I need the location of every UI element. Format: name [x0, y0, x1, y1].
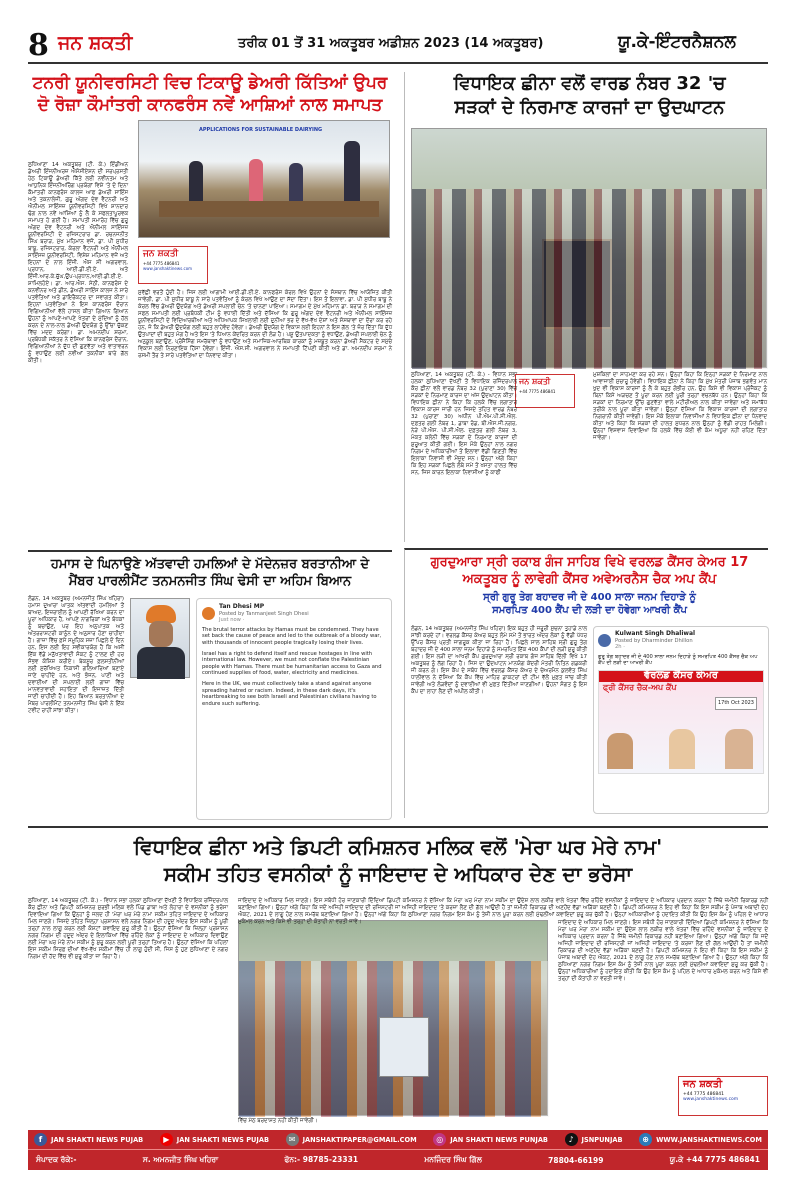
manager-name: ਮਨਜਿੰਦਰ ਸਿੰਘ ਗਿੱਲ — [424, 1155, 482, 1164]
footer — [28, 1130, 768, 1170]
headline-line: ਅਕਤੂਬਰ ਨੂੰ ਲਾਵੇਗੀ ਕੈਂਸਰ ਅਵੇਅਰਨੈਸ ਚੈਕ ਅਪ ਕੈਂਪ — [462, 572, 717, 587]
footer-link-label: JSNPUNJAB — [581, 1135, 623, 1144]
article-body: ਲੁਧਿਆਣਾ, 14 ਅਕਤੂਬਰ (ਟੀ. ਕੇ.) - ਵਿਧਾਨ ਸਭਾ ਹਲਕਾ ਲੁਧਿਆਣਾ ਦੱਖਣੀ ਤੋਂ ਵਿਧਾਇਕ ਰਜਿੰਦਰਪਾਲ ਕੌਰ ਛੀਨਾ ਵਲੋਂ ਵਾਰਡ ਨੰਬਰ 32 (ਪੁਰਾਣਾ 30) ਵਿੱਚ ਸੜਕਾਂ ਦੇ ਨਿਰਮਾਣ ਕਾਰਜ ਦਾ ਅੱਜ ਉਦਘਾਟਨ ਕੀਤਾ। ਵਿਧਾਇਕ ਛੀਨਾ ਨੇ ਕਿਹਾ ਕਿ ਹਲਕੇ ਵਿੱਚ ਲਗਾਤਾਰ ਵਿਕਾਸ ਕਾਰਜ ਜਾਰੀ ਹਨ ਜਿਸਦੇ ਤਹਿਤ ਵਾਰਡ ਨੰਬਰ 32 (ਪੁਰਾਣਾ 30) ਅਧੀਨ ਪੀ.ਐਮ.ਪੀ.ਸੀ.ਐਲ. ਦਫ਼ਤਰ ਗਲੀ ਨੰਬਰ 1, ਡਾਬਾ ਰੋਡ, ਬੀ.ਐਸ.ਜੀ.ਨਗਰ, ਨੇੜੇ ਪੀ.ਐਸ. ਪੀ.ਸੀ.ਐਲ. ਦਫ਼ਤਰ ਗਲੀ ਨੰਬਰ 3, ਮੋਕਤ ਕਲੋਨੀ ਵਿੱਚ ਸੜਕਾਂ ਦੇ ਨਿਰਮਾਣ ਕਾਰਜਾਂ ਦੀ ਸ਼ੁਰੂਆਤ ਕੀਤੀ ਗਈ। ਇਸ ਮੌਕੇ ਉਨ੍ਹਾਂ ਨਾਲ ਨਗਰ ਨਿਗਮ ਦੇ ਅਧਿਕਾਰੀਆਂ ਤੋਂ ਇਲਾਵਾ ਵੱਡੀ ਗਿਣਤੀ ਵਿੱਚ ਇਲਾਕਾ ਨਿਵਾਸੀ ਵੀ ਮੌਜੂਦ ਸਨ। ਉਨ੍ਹਾਂ ਅੱਗੇ ਕਿਹਾ ਕਿ ਇਹ ਸੜਕਾਂ ਪਿਛਲੇ ਲੰਬੇ ਸਮੇਂ ਤੋਂ ਖਸਤਾ ਹਾਲਤ ਵਿੱਚ ਸਨ, ਜਿਸ ਕਾਰਨ ਇਲਾਕਾ ਨਿਵਾਸੀਆਂ ਨੂੰ ਕਾਫੀ — [411, 372, 517, 476]
page-number: 8 — [28, 28, 49, 63]
headline — [411, 72, 768, 120]
headline — [28, 834, 768, 888]
ad-phone: +44 7775 486841 — [519, 389, 556, 394]
headline-line: ਸਕੀਮ ਤਹਿਤ ਵਸਨੀਕਾਂ ਨੂੰ ਜਾਇਦਾਦ ਦੇ ਅਧਿਕਾਰ ਦੇਣ ਦਾ ਭਰੋਸਾ — [163, 862, 633, 886]
instagram-icon: ◎ — [433, 1133, 446, 1146]
article-body: ਲੰਡਨ, 14 ਅਕਤੂਬਰ (ਅਮਨਜੀਤ ਸਿੰਘ ਖਹਿਰਾ) ਹਮਾਸ ਦੁਆਰਾ ਘਾਤਕ ਅੱਤਵਾਦੀ ਹਮਲਿਆਂ ਤੋਂ ਬਾਅਦ, ਇਜ਼ਰਾਈਲ ਨੂੰ ਆਪਣੀ ਰੱਖਿਆ ਕਰਨ ਦਾ ਪੂਰਾ ਅਧਿਕਾਰ ਹੈ, ਆਪਣੇ ਨਾਗਰਿਕਾਂ ਅਤੇ ਬੰਧਕਾਂ ਨੂੰ ਬਚਾਉਣ, ਪਰ ਇਹ ਅਨੁਪਾਤਕ ਅਤੇ ਅੰਤਰਰਾਸ਼ਟਰੀ ਕਾਨੂੰਨ ਦੇ ਅਨੁਸਾਰ ਹੋਣਾ ਚਾਹੀਦਾ ਹੈ। ਗਾਜ਼ਾ ਵਿੱਚ ਫ਼ਸੇ ਸਮੂਹਿਕ ਸਜ਼ਾ ਪਿਛਲੇ ਦੋ ਦਿਨ ਹਨ, ਇਸ ਲਈ ਇਹ ਸਵੀਕਾਰਯੋਗ ਹੈ ਕਿ ਅਸੀਂ ਇੱਕ ਵੱਡੇ ਮਨੁੱਖਤਾਵਾਦੀ ਸੰਕਟ ਨੂੰ ਟਾਲਣ ਦੀ ਹਰ ਸੰਭਵ ਕੋਸ਼ਿਸ਼ ਕਰੀਏ। ਬੇਕਸੂਰ ਫ਼ਲਸਤੀਨੀਆਂ ਲਈ ਸੁਰੱਖਿਅਤ ਨਿਕਾਸੀ ਗਲਿਆਰਿਆਂ ਬਣਾਏ ਜਾਣੇ ਚਾਹੀਦੇ ਹਨ, ਅਤੇ ਭੋਜਨ, ਪਾਣੀ ਅਤੇ ਦਵਾਈਆਂ ਦੀ ਸਪਲਾਈ ਲਈ ਗਾਜ਼ਾ ਵਿੱਚ ਮਾਨਵਤਾਵਾਦੀ ਸਹਾਇਤਾ ਦੀ ਇਜਾਜ਼ਤ ਦਿੱਤੀ ਜਾਣੀ ਚਾਹੀਦੀ ਹੈ। ਇਹ ਬਿਆਨ ਬਰਤਾਨੀਆ ਦੇ ਮੈਂਬਰ ਪਾਰਲੀਮੈਂਟ ਤਨਮਨਜੀਤ ਸਿੰਘ ਢੇਸੀ ਨੇ ਇੱਕ ਟਵੀਟ ਰਾਹੀਂ ਸਾਂਝਾ ਕੀਤਾ। — [28, 596, 125, 714]
uk-phone: ਯੂ.ਕੇ +44 7775 486841 — [669, 1155, 760, 1164]
headline — [28, 72, 392, 116]
article-body: ਜਾਇਦਾਦ ਦੇ ਅਧਿਕਾਰ ਮਿਲ ਜਾਣਗੇ। ਇਸ ਸਬੰਧੀ ਹੋਰ ਜਾਣਕਾਰੀ ਦਿੰਦਿਆਂ ਡਿਪਟੀ ਕਮਿਸ਼ਨਰ ਨੇ ਦੱਸਿਆ ਕਿ ਮੇਰਾ ਘਰ ਮੇਰਾ ਨਾਮ ਸਕੀਮ ਦਾ ਉਦੇਸ਼ ਲਾਲ ਲਕੀਰ ਵਾਲੇ ਖੇਤਰਾਂ ਵਿੱਚ ਰਹਿੰਦੇ ਵਸਨੀਕਾਂ ਨੂੰ ਜਾਇਦਾਦ ਦੇ ਅਧਿਕਾਰ ਪ੍ਰਦਾਨ ਕਰਨਾ ਹੈ ਜਿੱਥੇ ਜ਼ਮੀਨੀ ਰਿਕਾਰਡ ਨਹੀਂ ਬਣਾਇਆ ਗਿਆ। ਉਨ੍ਹਾਂ ਅੱਗੇ ਕਿਹਾ ਕਿ ਜਦੋਂ ਅਜਿਹੀ ਜਾਇਦਾਦ ਦੀ ਰਜਿਸਟਰੀ ਜਾਂ ਅਜਿਹੀ ਜਾਇਦਾਦ 'ਤੇ ਕਰਜ਼ਾ ਲੈਣ ਦੀ ਗੱਲ ਆਉਂਦੀ ਹੈ ਤਾਂ ਜ਼ਮੀਨੀ ਰਿਕਾਰਡ ਦੀ ਅਣਹੋਂਦ ਵੱਡਾ ਅੜਿੱਕਾ ਬਣਦੀ ਹੈ। ਡਿਪਟੀ ਕਮਿਸ਼ਨਰ ਨੇ ਇਹ ਵੀ ਕਿਹਾ ਕਿ ਇਸ ਸਕੀਮ ਨੂੰ ਪੰਜਾਬ ਅਬਾਦੀ ਦੇਹ ਐਕਟ, 2021 ਦੇ ਲਾਗੂ ਹੋਣ ਨਾਲ ਸਮਰੱਥ ਬਣਾਇਆ ਗਿਆ ਹੈ। ਉਨ੍ਹਾਂ ਅੱਗੇ ਕਿਹਾ ਕਿ ਲੁਧਿਆਣਾ ਨਗਰ ਨਿਗਮ ਇਸ ਕੰਮ ਨੂੰ ਤੇਜ਼ੀ ਨਾਲ ਪੂਰਾ ਕਰਨ ਲਈ ਮੁੱਢਲੀਆਂ ਕਵਾਇਦਾਂ ਸ਼ੁਰੂ ਕਰ ਚੁੱਕੀ ਹੈ। ਉਨ੍ਹਾਂ ਅਧਿਕਾਰੀਆਂ ਨੂੰ ਹਦਾਇਤ ਕੀਤੀ ਕਿ ਉਹ ਇਸ ਕੰਮ ਨੂੰ ਪਹਿਲ ਦੇ ਆਧਾਰ ਮੁਕੰਮਲ ਕਰਨ ਅਤੇ ਕਿਸੇ ਵੀ ਤਰ੍ਹਾਂ ਦੀ ਕੋਤਾਹੀ ਨਾ ਵਰਤੀ ਜਾਵੇ। — [558, 920, 768, 982]
post-author: Kulwant Singh Dhaliwal — [615, 630, 696, 637]
poster-title: ਵੱਰਲਡ ਕੈਂਸਰ ਕੇਅਰ — [599, 671, 763, 682]
poster-date: 17th Oct 2023 — [715, 697, 757, 710]
headline-line: ਮੈਂਬਰ ਪਾਰਲੀਮੈਂਟ ਤਨਮਨਜੀਤ ਸਿੰਘ ਢੇਸੀ ਦਾ ਅਹਿਮ ਬਿਆਨ — [68, 574, 352, 589]
inauguration-photo — [411, 128, 767, 368]
document-held — [379, 1017, 429, 1077]
post-posted-by: Posted by Tanmanjeet Singh Dhesi — [219, 610, 309, 617]
headline-line: ਵਿਧਾਇਕ ਛੀਨਾ ਅਤੇ ਡਿਪਟੀ ਕਮਿਸ਼ਨਰ ਮਲਿਕ ਵਲੋਂ 'ਮੇਰਾ ਘਰ ਮੇਰੇ ਨਾਮ' — [133, 835, 663, 859]
tiktok-icon: ♪ — [565, 1133, 578, 1146]
facebook-icon: f — [34, 1133, 47, 1146]
person-silhouette — [289, 163, 303, 201]
ad-phone: +44 7775 486841 — [143, 261, 180, 266]
avatar — [598, 634, 611, 647]
footer-link-label: JAN SHAKTI NEWS PUJAB — [176, 1135, 269, 1144]
social-post-card — [593, 626, 769, 814]
article-body: ਲੁਧਿਆਣਾ 14 ਅਕਤੂਬਰ (ਟੀ. ਕੇ.) ਇੰਡੀਅਨ ਡੇਅਰੀ ਇੰਜਨੀਅਰਜ਼ ਐਸੋਸੀਏਸ਼ਨ ਦੀ ਸਰਪ੍ਰਸਤੀ ਹੇਠ ਟਿਕਾਊ ਡੇਅਰੀ ਕਿੱਤੇ ਲਈ ਨਵੀਨਤਮ ਅਤੇ ਆਧੁਨਿਕ ਇੰਜਨੀਅਰਿੰਗ ਪ੍ਰਯੋਗਾਂ ਵਿਸ਼ੇ 'ਤੇ ਦੋ ਦਿਨਾ ਕੌਮਾਂਤਰੀ ਕਾਨਫਰੰਸ ਕਾਲਜ ਆਫ ਡੇਅਰੀ ਸਾਇੰਸ ਅਤੇ ਤਕਨਾਲੋਜੀ, ਗੁਰੂ ਅੰਗਦ ਦੇਵ ਵੈਟਨਰੀ ਅਤੇ ਐਨੀਮਲ ਸਾਇੰਸਜ਼ ਯੂਨੀਵਰਸਿਟੀ ਵਿਖੇ ਸ਼ਾਨਦਾਰ ਢੰਗ ਨਾਲ ਨਵੇਂ ਆਸ਼ਿਆਂ ਨੂੰ ਲੈ ਕੇ ਸਫਲਤਾਪੂਰਵਕ ਸਮਾਪਤ ਹੋ ਗਈ ਹੈ। ਸਮਾਪਤੀ ਸਮਾਰੋਹ ਵਿੱਚ ਗੁਰੂ ਅੰਗਦ ਦੇਵ ਵੈਟਨਰੀ ਅਤੇ ਐਨੀਮਲ ਸਾਇੰਸਜ਼ ਯੂਨੀਵਰਸਿਟੀ ਦੇ ਰਜਿਸਟਰਾਰ ਡਾ. ਰਚਨਜਨੀਤ ਸਿੰਘ ਬਰਾੜ, ਮੁੱਖ ਮਹਿਮਾਨ ਵਜੋਂ, ਡਾ. ਪੀ ਸੁਧੀਰ ਬਾਬੂ, ਰਜਿਸਟਰਾਰ, ਕੇਰਲਾ ਵੈਟਨਰੀ ਅਤੇ ਐਨੀਮਲ ਸਾਇੰਸਜ਼ ਯੂਨੀਵਰਸਿਟੀ, ਵਿਸ਼ੇਸ਼ ਮਹਿਮਾਨ ਵਜੋਂ ਅਤੇ ਇਹਨਾਂ ਦੇ ਨਾਲ ਇੰਜੀ. ਐਸ ਸੀ ਅਗਰਵਾਲ, ਪ੍ਰਧਾਨ, ਆਈ.ਡੀ.ਈ.ਏ. ਅਤੇ ਇੰਜੀ.ਆਰ.ਕੇ.ਚੁੱਘ,ਉਪ-ਪ੍ਰਧਾਨ,ਆਈ.ਡੀ.ਈ.ਏ. ਸ਼ਾਮਿਲਹੋਏ। ਡਾ. ਆਰ.ਐਸ. ਸੇਠੀ, ਕਾਨਫਰੰਸ ਦੇ ਕਨਵੀਨਰ ਅਤੇ ਡੀਨ, ਡੇਅਰੀ ਸਾਇੰਸ ਕਾਲਜ ਨੇ ਸਾਰੇ ਪਤਵੰਤਿਆਂ ਅਤੇ ਡਾਇਰੈਕਟਰ ਦਾ ਸਵਾਗਤ ਕੀਤਾ। ਇਹਨਾਂ ਪਤਵੰਤਿਆਂ ਨੇ ਇਸ ਕਾਨਫਰੰਸ ਦੌਰਾਨ ਵਿਗਿਆਨੀਆਂ ਵੱਲੋਂ ਹਾਸਲ ਕੀਤਾ ਗਿਆਨ ਗਿਆਨ ਉਹਨਾਂ ਨੂੰ ਆਪਣੇ-ਆਪਣੇ ਖੇਤਰਾਂ ਦੇ ਮੁੱਦਿਆਂ ਨੂੰ ਹੱਲ ਕਰਨ ਦੇ ਨਾਲ-ਨਾਲ ਡੇਅਰੀ ਉਦਯੋਗ ਨੂੰ ਉੱਚਾ ਚੁੱਕਣ ਵਿੱਚ ਮਦਦ ਕਰੇਗਾ। ਡਾ. ਅਮਨਦੀਪ ਸ਼ਰਮਾ, ਪ੍ਰਬੰਧਕੀ ਸਕੱਤਰ ਨੇ ਦੱਸਿਆ ਕਿ ਕਾਨਫਰੰਸ ਦੌਰਾਨ, ਵਿਗਿਆਨੀਆਂ ਨੇ ਦੁੱਧ ਦੀ ਗੁਣਵੱਤਾ ਅਤੇ ਵਾਤਾਵਰਨ ਨੂੰ ਵਧਾਉਣ ਲਈ ਨਵੀਆਂ ਤਕਨੀਕਾਂ ਬਾਰੇ ਗੱਲ ਕੀਤੀ। — [28, 162, 128, 364]
ad-brand: ਜਨ ਸ਼ਕਤੀ — [519, 377, 551, 386]
date-line: ਤਰੀਕ 01 ਤੋਂ 31 ਅਕਤੂਬਰ ਅਡੀਸ਼ਨ 2023 (14 ਅਕਤੂਬਰ) — [238, 36, 544, 51]
suit — [137, 647, 185, 679]
dhesi-portrait — [130, 598, 190, 678]
footer-link-label: WWW.JANSHAKTINEWS.COM — [656, 1135, 762, 1144]
footer-link-label: JAN SHAKTI NEWS PUNJAB — [450, 1135, 548, 1144]
article-cancer-camp — [404, 548, 768, 818]
person-silhouette — [189, 161, 203, 201]
post-author: Tan Dhesi MP — [219, 603, 265, 610]
article-road-inauguration — [404, 72, 768, 542]
headline-line: ਗੁਰਦੁਆਰਾ ਸ੍ਰੀ ਰਕਾਬ ਗੰਜ ਸਾਹਿਬ ਵਿਖੇ ਵਰਲਡ ਕੈਂਸਰ ਕੇਅਰ 17 — [430, 555, 749, 570]
ad-phone: +44 7775 486841 — [683, 1092, 724, 1097]
manager-phone: 78804-66199 — [548, 1155, 604, 1165]
footer-link-instagram[interactable] — [433, 1133, 548, 1146]
post-paragraph: The brutal terror attacks by Hamas must be condemned. They have set back the cause of peace and led to the outbreak of a bloody war, with thousands of innocent people tragically losing their lives. — [202, 626, 382, 646]
headline-line: ਦੋ ਰੋਜ਼ਾ ਕੌਮਾਂਤਰੀ ਕਾਨਫਰੰਸ ਨਵੇਂ ਆਸ਼ਿਆਂ ਨਾਲ ਸਮਾਪਤ — [37, 95, 383, 115]
masthead — [28, 26, 768, 64]
article-body: ਮੁਸ਼ਕਿਲਾਂ ਦਾ ਸਾਹਮਣਾ ਕਰ ਰਹੇ ਸਨ। ਉਨ੍ਹਾਂ ਕਿਹਾ ਕਿ ਇਨ੍ਹਾਂ ਸੜਕਾਂ ਦੇ ਨਿਰਮਾਣ ਨਾਲ ਆਵਾਜਾਈ ਸੁਚਾਰੂ ਹੋਵੇਗੀ। ਵਿਧਾਇਕ ਛੀਨਾ ਨੇ ਕਿਹਾ ਕਿ ਮੁੱਖ ਮੰਤਰੀ ਪੰਜਾਬ ਭਗਵੰਤ ਮਾਨ ਖੁਦ ਵੀ ਵਿਕਾਸ ਕਾਰਜਾਂ ਨੂੰ ਲੈ ਕੇ ਬਹੁਤ ਗੰਭੀਰ ਹਨ, ਉਹ ਕਿਸੇ ਵੀ ਵਿਕਾਸ ਪ੍ਰੋਜੈਕਟ ਨੂੰ ਬਿਨਾਂ ਕਿਸੇ ਅੜਚਣ ਤੋਂ ਪੂਰਾ ਕਰਨ ਲਈ ਪੂਰੀ ਤਰ੍ਹਾਂ ਵਚਨਬੱਧ ਹਨ। ਉਨ੍ਹਾਂ ਕਿਹਾ ਕਿ ਸੜਕਾਂ ਦਾ ਨਿਰਮਾਣ ਉੱਚ ਗੁਣਵੱਤਾ ਵਾਲੇ ਮਟੀਰੀਅਲ ਨਾਲ ਕੀਤਾ ਜਾਵੇਗਾ ਅਤੇ ਸਮਾਂਬੱਧ ਤਰੀਕੇ ਨਾਲ ਪੂਰਾ ਕੀਤਾ ਜਾਵੇਗਾ। ਉਨ੍ਹਾਂ ਦੱਸਿਆ ਕਿ ਵਿਕਾਸ ਕਾਰਜਾਂ ਦੀ ਲਗਾਤਾਰ ਨਿਗਰਾਨੀ ਕੀਤੀ ਜਾਵੇਗੀ। ਇਸ ਮੌਕੇ ਇਲਾਕਾ ਨਿਵਾਸੀਆਂ ਨੇ ਵਿਧਾਇਕ ਛੀਨਾ ਦਾ ਧੰਨਵਾਦ ਕੀਤਾ ਅਤੇ ਕਿਹਾ ਕਿ ਸੜਕਾਂ ਦੀ ਹਾਲਤ ਸੁਧਰਨ ਨਾਲ ਉਨ੍ਹਾਂ ਨੂੰ ਵੱਡੀ ਰਾਹਤ ਮਿਲੇਗੀ। ਉਨ੍ਹਾਂ ਵਿਸ਼ਵਾਸ ਦਿਵਾਇਆ ਕਿ ਹਲਕੇ ਵਿੱਚ ਕੋਈ ਵੀ ਕੰਮ ਅਧੂਰਾ ਨਹੀਂ ਰਹਿਣ ਦਿੱਤਾ ਜਾਵੇਗਾ। — [593, 372, 767, 441]
ad-brand: ਜਨ ਸ਼ਕਤੀ — [143, 249, 179, 259]
article-body: ਲੰਡਨ, 14 ਅਕਤੂਬਰ (ਅਮਨਜੀਤ ਸਿੰਘ ਖਹਿਰਾ) ਇਕ ਬਹੁਤ ਹੀ ਜਰੂਰੀ ਸੁਚਨਾ ਤੁਹਾਡੇ ਨਾਲ ਸਾਂਝੀ ਕਰਦੇ ਹਾਂ। ਵਰਲਡ ਕੈਂਸਰ ਕੇਅਰ ਬਹੁਤ ਲੰਮੇ ਸਮੇਂ ਤੋਂ ਭਾਰਤ ਅੰਦਰ ਲੋਕਾਂ ਨੂੰ ਵੱਡੀ ਪੱਧਰ ਉੱਪਰ ਕੈਂਸਰ ਪ੍ਰਤੀ ਜਾਗਰੂਕ ਕੀਤਾ ਜਾ ਰਿਹਾ ਹੈ। ਪਿਛਲੇ ਸਾਲ ਸਾਹਿਬ ਸ੍ਰੀ ਗੁਰੂ ਤੇਗ ਬਹਾਦਰ ਜੀ ਦੇ 400 ਸਾਲਾ ਜਨਮ ਦਿਹਾੜੇ ਨੂੰ ਸਮਰਪਿਤ ਇੱਕ 400 ਕੈਂਪਾਂ ਦੀ ਲੜੀ ਸ਼ੁਰੂ ਕੀਤੀ ਗਈ। ਇਸ ਲੜੀ ਦਾ ਆਖਰੀ ਕੈਂਪ ਗੁਰਦੁਆਰਾ ਸ੍ਰੀ ਰਕਾਬ ਗੰਜ ਸਾਹਿਬ ਦਿੱਲੀ ਵਿਖੇ 17 ਅਕਤੂਬਰ ਨੂੰ ਲੱਗ ਰਿਹਾ ਹੈ। ਜਿਸ ਦਾ ਉਦਘਾਟਨ ਮਾਨਯੋਗ ਕੇਂਦਰੀ ਮੰਤਰੀ ਨਿਤਿਨ ਗਡਕਰੀ ਜੀ ਕਰਨ ਗੇ। ਇਸ ਕੈਂਪ ਦੇ ਸਬੰਧ ਵਿੱਚ ਵਰਲਡ ਕੈਂਸਰ ਕੇਅਰ ਦੇ ਚੇਅਰਮੈਨ ਕੁਲਵੰਤ ਸਿੰਘ ਧਾਲੀਵਾਲ ਨੇ ਦੱਸਿਆ ਕਿ ਕੈਂਪ ਵਿੱਚ ਮਾਹਿਰ ਡਾਕਟਰਾਂ ਦੀ ਟੀਮ ਵੱਲੋਂ ਮੁਫ਼ਤ ਜਾਂਚ ਕੀਤੀ ਜਾਵੇਗੀ ਅਤੇ ਲੋੜਵੰਦਾਂ ਨੂੰ ਦਵਾਈਆਂ ਵੀ ਮੁਫ਼ਤ ਦਿੱਤੀਆਂ ਜਾਣਗੀਆਂ। ਉਹਨਾਂ ਸੰਗਤ ਨੂੰ ਇਸ ਕੈਂਪ ਦਾ ਲਾਹਾ ਲੈਣ ਦੀ ਅਪੀਲ ਕੀਤੀ। — [411, 626, 587, 695]
headline — [411, 554, 768, 588]
footer-link-label: JAN SHAKTI NEWS PUJAB — [51, 1135, 144, 1144]
banner-text: APPLICATIONS FOR SUSTAINABLE DAIRYING — [199, 127, 323, 133]
newspaper-ad — [678, 1076, 768, 1116]
article-body: ਸੁਵੱਛੀ ਵਰਤੋਂ ਹੁੰਦੀ ਹੈ। ਜਿਸ ਲਈ ਆਗਾਮੀ ਆਈ.ਡੀ.ਈ.ਏ. ਕਾਨਫਰੰਸ ਕੇਰਲ ਵਿਖੇ ਉਹਨਾਂ ਦੇ ਸੰਸਥਾਨ ਵਿੱਚ ਆਯੋਜਿਤ ਕੀਤੀ ਜਾਵੇਗੀ, ਡਾ. ਪੀ ਸੁਧੀਰ ਬਾਬੂ ਨੇ ਸਾਰੇ ਪਤਵੰਤਿਆਂ ਨੂੰ ਕੇਰਲ ਵਿਖੇ ਆਉਣ ਦਾ ਸੱਦਾ ਦਿੱਤਾ। ਇਸ ਤੋਂ ਇਲਾਵਾ, ਡਾ. ਪੀ ਸੁਧੀਰ ਬਾਬੂ ਨੇ ਕੇਰਲ ਵਿੱਚ ਡੇਅਰੀ ਉਦਯੋਗ ਅਤੇ ਡੇਅਰੀ ਸਪਲਾਈ ਚੇਨ 'ਤੇ ਚਾਨਣਾ ਪਾਇਆ। ਸਮਾਗਮ ਦੇ ਮੁੱਖ ਮਹਿਮਾਨ ਡਾ. ਬਰਾੜ ਨੇ ਸਮਾਗਮ ਦੀ ਸਫਲ ਸਮਾਪਤੀ ਲਈ ਪ੍ਰਬੰਧਕੀ ਟੀਮ ਨੂੰ ਵਧਾਈ ਦਿੱਤੀ ਅਤੇ ਦੱਸਿਆ ਕਿ ਗੁਰੂ ਅੰਗਦ ਦੇਵ ਵੈਟਨਰੀ ਅਤੇ ਐਨੀਮਲ ਸਾਇੰਸਜ਼ ਯੂਨੀਵਰਸਿਟੀ ਦੇ ਵਿਦਿਆਰਥੀਆਂ ਅਤੇ ਅਧਿਆਪਕ ਸਿਖਲਾਈ ਲਈ ਦੁਨੀਆ ਭਰ ਦੇ ਵੱਖ-ਵੱਖ ਦੇਸ਼ਾਂ ਅਤੇ ਸੰਸਥਾਵਾਂ ਦਾ ਦੌਰਾ ਕਰ ਰਹੇ ਹਨ, ਜੋ ਕਿ ਡੇਅਰੀ ਉਦਯੋਗ ਲਈ ਬਹੁਤ ਲਾਹੇਵੰਦ ਹੋਵੇਗਾ। ਡੇਅਰੀ ਉਦਯੋਗ ਦੇ ਵਿਕਾਸ ਲਈ ਇਹਨਾਂ ਨੇ ਇਸ ਗੱਲ 'ਤੇ ਜ਼ੋਰ ਦਿੱਤਾ ਕਿ ਦੁੱਧ ਉਤਪਾਦਾਂ ਦੀ ਬਹੁਤ ਮੰਗ ਹੈ ਅਤੇ ਇਸ 'ਤੇ ਧਿਆਨ ਕੇਂਦਰਿਤ ਕਰਨ ਦੀ ਲੋੜ ਹੈ। ਪਸ਼ੂ ਉਤਪਾਦਕਤਾ ਨੂੰ ਵਧਾਉਣ, ਡੇਅਰੀ ਸਪਲਾਈ ਚੇਨ ਨੂੰ ਅਨੁਕੂਲ ਬਣਾਉਣ, ਪ੍ਰੋਸੈਸਿੰਗ ਸਮਰੱਥਾਵਾਂ ਨੂੰ ਵਧਾਉਣ ਅਤੇ ਸਮਾਜਿਕ-ਆਰਥਿਕ ਕਾਰਕਾਂ ਨੂੰ ਮਜ਼ਬੂਤ ਕਰਨਾ ਡੇਅਰੀ ਸੈਕਟਰ ਦੇ ਸਮੁੱਚੇ ਵਿਕਾਸ ਲਈ ਨਿਰਣਾਇਕ ਹਿੱਸਾ ਹੋਵੇਗਾ। ਇੰਜੀ. ਐਸ.ਸੀ. ਅਗਰਵਾਲ ਨੇ ਸਮਾਪਤੀ ਟਿੱਪਣੀ ਕੀਤੀ ਅਤੇ ਡਾ. ਅਮਨਦੀਪ ਸ਼ਰਮਾ ਨੇ ਰਸਮੀ ਤੌਰ ਤੇ ਸਾਰੇ ਪਤਵੰਤਿਆਂ ਦਾ ਧੰਨਵਾਦ ਕੀਤਾ। — [138, 290, 392, 359]
article-dairy-conference — [28, 72, 392, 542]
avatar — [202, 607, 215, 620]
scheme-photo — [238, 920, 548, 1116]
article-dhesi-statement — [28, 550, 392, 818]
post-paragraph: Israel has a right to defend itself and rescue hostages in line with international law. However, we must not conflate the Palestinian people with Hamas. There must be humanitarian access to Gaza and continued supplies of food, water, electricity and medicines. — [202, 650, 382, 677]
poster-portrait — [607, 733, 633, 769]
editor-phone: ਫੋਨ:- 98785-23331 — [284, 1155, 359, 1164]
face — [149, 621, 173, 647]
subheadline-line: ਸ੍ਰੀ ਗੁਰੂ ਤੇਗ ਬਹਾਦਰ ਜੀ ਦੇ 400 ਸਾਲਾ ਜਨਮ ਦਿਹਾੜੇ ਨੂੰ — [483, 592, 696, 603]
social-post-card — [196, 598, 392, 820]
email-icon: ✉ — [286, 1133, 299, 1146]
article-body: ਲੁਧਿਆਣਾ, 14 ਅਕਤੂਬਰ (ਟੀ. ਕੇ.) - ਵਿਧਾਨ ਸਭਾ ਹਲਕਾ ਲੁਧਿਆਣਾ ਦੱਖਣੀ ਤੋਂ ਵਿਧਾਇਕ ਰਜਿੰਦਰਪਾਲ ਕੌਰ ਛੀਨਾ ਅਤੇ ਡਿਪਟੀ ਕਮਿਸ਼ਨਰ ਸੁਰਭੀ ਮਲਿਕ ਵਲੋਂ ਪਿੰਡ ਡਾਬਾ ਅਤੇ ਲੋਹਾਰਾ ਦੇ ਵਸਨੀਕਾਂ ਨੂੰ ਭਰੋਸਾ ਦਿਵਾਇਆ ਗਿਆ ਕਿ ਉਨ੍ਹਾਂ ਨੂੰ ਜਲਦ ਹੀ 'ਮੇਰਾ ਘਰ ਮੇਰੇ ਨਾਮ' ਸਕੀਮ ਤਹਿਤ ਜਾਇਦਾਦ ਦੇ ਅਧਿਕਾਰ ਮਿਲ ਜਾਣਗੇ। ਜਿਸਦੇ ਤਹਿਤ ਜ਼ਿਲ੍ਹਾ ਪ੍ਰਸ਼ਾਸਨ ਵਲੋਂ ਨਗਰ ਨਿਗਮ ਦੀ ਹਦੂਦ ਅੰਦਰ ਇਸ ਸਕੀਮ ਨੂੰ ਪੂਰੀ ਤਰ੍ਹਾਂ ਨਾਲ ਲਾਗੂ ਕਰਨ ਲਈ ਕੋਸ਼ਟਾਂ ਕਵਾਇਦ ਸ਼ੁਰੂ ਕੀਤੀ ਹੈ। ਉਨ੍ਹਾਂ ਦੱਸਿਆ ਕਿ ਜ਼ਿਲ੍ਹਾ ਪ੍ਰਸ਼ਾਸਨ ਨਗਰ ਨਿਗਮ ਦੀ ਹਦੂਦ ਅੰਦਰ ਦੇ ਇਲਾਕਿਆਂ ਵਿੱਚ ਰਹਿੰਦੇ ਲੋਕਾਂ ਨੂੰ ਜਾਇਦਾਦ ਦੇ ਅਧਿਕਾਰ ਦਿਵਾਉਣ ਲਈ ਮੇਰਾ ਘਰ ਮੇਰੇ ਨਾਮ ਸਕੀਮ ਨੂੰ ਸ਼ੁਰੂ ਕਰਨ ਲਈ ਪੂਰੀ ਤਰ੍ਹਾਂ ਤਿਆਰ ਹੈ। ਉਨ੍ਹਾਂ ਦੱਸਿਆ ਕਿ ਪਹਿਲਾਂ ਇਸ ਸਕੀਮ ਸਿਰਫ਼ ਦੀਆਂ ਵੱਖ-ਵੱਖ ਸਕੀਮਾਂ ਵਿੱਚ ਹੀ ਲਾਗੂ ਹੁੰਦੀ ਸੀ, ਜਿਸ ਨੂੰ ਹੁਣ ਲੁਧਿਆਣਾ ਦੇ ਨਗਰ ਨਿਗਮ ਦੀ ਹੱਦ ਵਿੱਚ ਵੀ ਸ਼ੁਰੂ ਕੀਤਾ ਜਾ ਰਿਹਾ ਹੈ। — [28, 898, 228, 960]
footer-link-email[interactable] — [286, 1133, 417, 1146]
footer-link-tiktok[interactable] — [565, 1133, 623, 1146]
poster-portrait — [725, 729, 753, 769]
youtube-icon: ▶ — [160, 1133, 173, 1146]
article-mera-ghar-scheme — [28, 826, 768, 1124]
person-silhouette — [344, 141, 360, 201]
table — [159, 201, 379, 217]
post-time: 2h · — [615, 644, 625, 651]
crowd — [412, 189, 768, 369]
camp-poster — [598, 670, 764, 774]
footer-contact-row — [28, 1150, 768, 1170]
paper-name: ਜਨ ਸ਼ਕਤੀ — [58, 32, 133, 54]
footer-link-youtube[interactable] — [160, 1133, 269, 1146]
headline — [28, 556, 392, 590]
ad-brand: ਜਨ ਸ਼ਕਤੀ — [683, 1079, 723, 1090]
headline-line: ਵਿਧਾਇਕ ਛੀਨਾ ਵਲੋਂ ਵਾਰਡ ਨੰਬਰ 32 'ਚ — [453, 73, 726, 94]
ad-site: www.janshaktinews.com — [143, 266, 193, 271]
post-time: Just now · — [219, 617, 245, 624]
ad-site: www.janshaktinews.com — [683, 1097, 739, 1102]
globe-icon: ⊕ — [639, 1133, 652, 1146]
headline-line: ਟਨਰੀ ਯੂਨੀਵਰਸਿਟੀ ਵਿਚ ਟਿਕਾਊ ਡੇਅਰੀ ਕਿੱਤਿਆਂ ਉਪਰ — [32, 73, 388, 93]
newspaper-ad — [138, 246, 208, 284]
subheadline — [411, 591, 768, 617]
edition-label: ਯੂ.ਕੇ-ਇੰਟਰਨੈਸ਼ਨਲ — [618, 32, 736, 52]
article-body: ਜਾਇਦਾਦ ਦੇ ਅਧਿਕਾਰ ਮਿਲ ਜਾਣਗੇ। ਇਸ ਸਬੰਧੀ ਹੋਰ ਜਾਣਕਾਰੀ ਦਿੰਦਿਆਂ ਡਿਪਟੀ ਕਮਿਸ਼ਨਰ ਨੇ ਦੱਸਿਆ ਕਿ ਮੇਰਾ ਘਰ ਮੇਰਾ ਨਾਮ ਸਕੀਮ ਦਾ ਉਦੇਸ਼ ਲਾਲ ਲਕੀਰ ਵਾਲੇ ਖੇਤਰਾਂ ਵਿੱਚ ਰਹਿੰਦੇ ਵਸਨੀਕਾਂ ਨੂੰ ਜਾਇਦਾਦ ਦੇ ਅਧਿਕਾਰ ਪ੍ਰਦਾਨ ਕਰਨਾ ਹੈ ਜਿੱਥੇ ਜ਼ਮੀਨੀ ਰਿਕਾਰਡ ਨਹੀਂ ਬਣਾਇਆ ਗਿਆ। ਉਨ੍ਹਾਂ ਅੱਗੇ ਕਿਹਾ ਕਿ ਜਦੋਂ ਅਜਿਹੀ ਜਾਇਦਾਦ ਦੀ ਰਜਿਸਟਰੀ ਜਾਂ ਅਜਿਹੀ ਜਾਇਦਾਦ 'ਤੇ ਕਰਜ਼ਾ ਲੈਣ ਦੀ ਗੱਲ ਆਉਂਦੀ ਹੈ ਤਾਂ ਜ਼ਮੀਨੀ ਰਿਕਾਰਡ ਦੀ ਅਣਹੋਂਦ ਵੱਡਾ ਅੜਿੱਕਾ ਬਣਦੀ ਹੈ। ਡਿਪਟੀ ਕਮਿਸ਼ਨਰ ਨੇ ਇਹ ਵੀ ਕਿਹਾ ਕਿ ਇਸ ਸਕੀਮ ਨੂੰ ਪੰਜਾਬ ਅਬਾਦੀ ਦੇਹ ਐਕਟ, 2021 ਦੇ ਲਾਗੂ ਹੋਣ ਨਾਲ ਸਮਰੱਥ ਬਣਾਇਆ ਗਿਆ ਹੈ। ਉਨ੍ਹਾਂ ਅੱਗੇ ਕਿਹਾ ਕਿ ਲੁਧਿਆਣਾ ਨਗਰ ਨਿਗਮ ਇਸ ਕੰਮ ਨੂੰ ਤੇਜ਼ੀ ਨਾਲ ਪੂਰਾ ਕਰਨ ਲਈ ਮੁੱਢਲੀਆਂ ਕਵਾਇਦਾਂ ਸ਼ੁਰੂ ਕਰ ਚੁੱਕੀ ਹੈ। ਉਨ੍ਹਾਂ ਅਧਿਕਾਰੀਆਂ ਨੂੰ ਹਦਾਇਤ ਕੀਤੀ ਕਿ ਉਹ ਇਸ ਕੰਮ ਨੂੰ ਪਹਿਲ ਦੇ ਆਧਾਰ ਮੁਕੰਮਲ ਕਰਨ ਅਤੇ ਕਿਸੇ ਵੀ ਤਰ੍ਹਾਂ ਦੀ ਕੋਤਾਹੀ ਨਾ ਵਰਤੀ ਜਾਵੇ। — [238, 898, 768, 925]
post-paragraph: Here in the UK, we must collectively take a stand against anyone spreading hatred or racism. Indeed, in these dark days, it's heartbreaking to see both Israeli and Palestinian civilians having to endure such suffering. — [202, 680, 377, 707]
editor-label: ਸੰਪਾਦਕ ਰੱਕੇ:- — [36, 1155, 77, 1164]
post-text: ਗੁਰੂ ਤੇਗ ਬਹਾਦਰ ਜੀ ਦੇ 400 ਸਾਲਾ ਜਨਮ ਦਿਹਾੜੇ ਨੂੰ ਸਮਰਪਿਤ 400 ਕੈਂਸਰ ਚੈਕ ਅਪ ਕੈਂਪ ਦੀ ਲੜੀ ਦਾ ਆਖਰੀ ਕੈਂਪ — [598, 653, 758, 667]
footer-link-facebook[interactable] — [34, 1133, 143, 1146]
post-posted-by: Posted by Dharminder Dhillon — [615, 637, 693, 644]
headline-line: ਸੜਕਾਂ ਦੇ ਨਿਰਮਾਣ ਕਾਰਜਾਂ ਦਾ ਉਦਘਾਟਨ — [454, 97, 725, 118]
poster-portrait — [669, 729, 695, 769]
footer-link-website[interactable] — [639, 1133, 762, 1146]
person-silhouette — [249, 159, 263, 201]
footer-social-row — [28, 1130, 768, 1150]
poster-subtitle: ਫ੍ਰੀ ਕੈਂਸਰ ਚੈਕ-ਅਪ ਕੈਂਪ — [603, 682, 677, 692]
editor-name: ਸ. ਅਮਨਜੀਤ ਸਿੰਘ ਖਹਿਰਾ — [142, 1155, 219, 1164]
conference-photo — [138, 120, 390, 238]
article-body-end: ਵਿੱਚ ਮੱਠ ਬਰਦਾਸ਼ਤ ਨਹੀਂ ਕੀਤੀ ਜਾਵੇਗੀ। — [238, 1118, 318, 1124]
subheadline-line: ਸਮਰਪਿਤ 400 ਕੈਂਪ ਦੀ ਲੜੀ ਦਾ ਹੋਵੇਗਾ ਆਖਰੀ ਕੈਂਪ — [492, 605, 687, 616]
footer-link-label: JANSHAKTIPAPER@GMAIL.COM — [302, 1135, 417, 1144]
headline-line: ਹਮਾਸ ਦੇ ਘਿਨਾਉਣੇ ਅੱਤਵਾਦੀ ਹਮਲਿਆਂ ਦੇ ਮੱਦੇਨਜ਼ਰ ਬਰਤਾਨੀਆ ਦੇ — [50, 557, 370, 572]
